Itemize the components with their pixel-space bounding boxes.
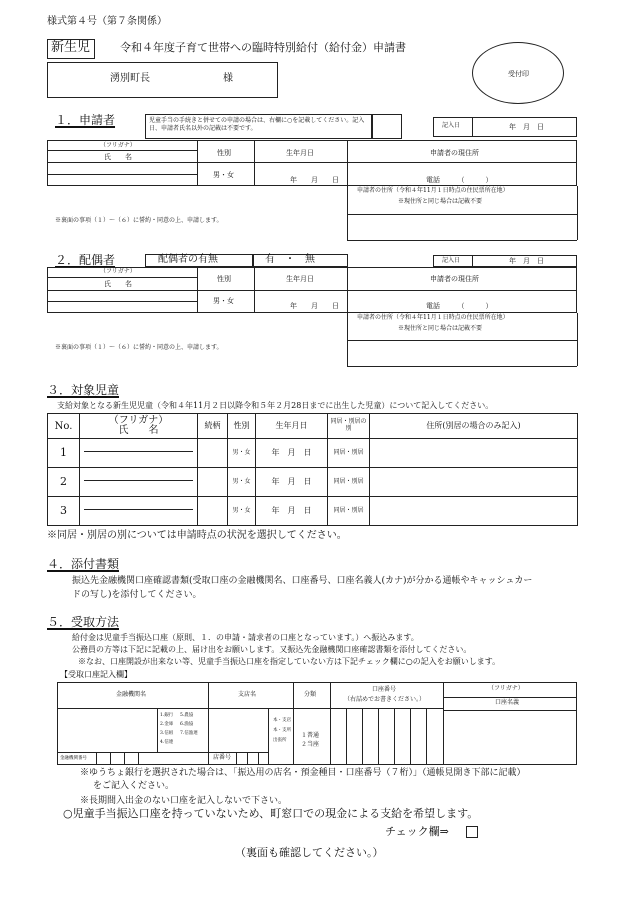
bank-type-6[interactable]: 6.漁協 [180,722,194,727]
spouse-presence-options[interactable]: 有 ・ 無 [253,254,348,267]
col-name: （フリガナ） 氏 名 [80,414,198,439]
no-deposit-note: ※長期間入出金のない口座を記入しないで下さい。 [80,796,288,806]
s2-birthdate-field[interactable]: 年 月 日 [290,302,339,310]
branch-code-field[interactable] [237,753,267,764]
branch-name-field[interactable] [209,709,267,751]
child-name-field[interactable] [80,439,198,468]
child-address-field[interactable] [370,468,578,497]
child-address-field[interactable] [370,439,578,468]
account-type-1[interactable]: １普通 [301,732,320,739]
child-relationship-field[interactable] [198,468,228,497]
s2-date-field[interactable]: 年 月 日 [472,255,577,267]
footer-note: （裏面も確認してください。） [235,846,384,859]
child-no: 1 [48,439,80,468]
section4-heading: ４．添付書類 [47,557,120,571]
col-relationship: 続柄 [198,414,228,439]
col-sex: 性別 [228,414,256,439]
section5-line3: ※なお、口座開設が出来ない等、児童手当振込口座を指定していない方は下記チェック欄に○の記入をお願いします。 [78,657,501,666]
child-sex-options[interactable]: 男・女 [228,439,256,468]
child-no: 2 [48,468,80,497]
col-birthdate: 生年月日 [256,414,328,439]
account-type-label: 分類 [304,691,317,698]
s2-sex-options[interactable]: 男・女 [213,297,234,305]
s1-sex-label: 性別 [217,149,231,157]
bank-name-field[interactable] [58,709,156,751]
spouse-presence-label-cell: 配偶者の有無 [145,254,253,267]
child-sex-options[interactable]: 男・女 [228,468,256,497]
s2-furigana-field[interactable] [48,291,196,301]
section5-line1: 給付金は児童手当振込口座（原則、１．の申請・請求者の口座となっています。）へ振込みます。 [72,633,419,642]
yucho-note-line1: ※ゆうちょ銀行を選択された場合は、「振込用の店名・預金種目・口座番号（７桁）」（通帳見開き下部に記載） [80,768,526,778]
child-birthdate-field[interactable]: 年 月 日 [256,439,328,468]
s1-same-address-note: ※現住所と同じ場合は記載不要 [398,198,483,205]
section4-text-line2: ドの写し)を添付してください。 [72,590,202,600]
child-relationship-field[interactable] [198,439,228,468]
s1-phone-field[interactable]: 電話 （ ） [426,176,493,184]
bank-type-3[interactable]: 3.信組 [160,731,174,736]
child-birthdate-field[interactable]: 年 月 日 [256,468,328,497]
s1-agreement: ※裏面の事項（１）～（６）に誓約・同意の上、申請します。 [55,217,223,224]
s1-furigana-field[interactable] [48,163,196,174]
child-cohabit-options[interactable]: 同居・別居 [328,497,370,526]
bank-code-label: 金融機関番号 [60,756,87,761]
table-row [48,497,578,526]
section5-line2: 公務員の方等は下記に記載の上、届け出をお願いします。又振込先金融機関口座確認書類を添付してください。 [72,645,472,654]
receipt-stamp-area: 受付印 [472,42,564,104]
section4-text-line1: 振込先金融機関口座確認書類(受取口座の金融機関名、口座番号、口座名義人(カナ)が分かる通帳やキャッシュカー [72,576,533,586]
bank-type-1[interactable]: 1.銀行 [160,713,174,718]
newborn-badge: 新生児 [47,39,95,59]
s2-name-field[interactable] [48,302,196,313]
addressee-box [47,62,278,98]
account-type-2[interactable]: ２当座 [301,741,320,748]
s2-address-label: 申請者の現住所 [430,275,479,283]
s2-sex-label: 性別 [217,275,231,283]
addressee: 湧別町長 [110,73,150,84]
form-number: 様式第４号（第７条関係） [47,16,167,27]
s2-name-label: 氏 名 [104,280,132,288]
s2-same-address-note: ※現住所と同じ場合は記載不要 [398,325,483,332]
bank-type-2[interactable]: 2.金庫 [160,722,174,727]
bank-box-title: 【受取口座記入欄】 [60,670,132,679]
s2-agreement: ※裏面の事項（１）～（６）に誓約・同意の上、申請します。 [55,344,223,351]
child-no: 3 [48,497,80,526]
s2-resident-address-label: 申請者の住所（令和４年11月１日時点の住民票所在地） [357,314,509,321]
child-address-field[interactable] [370,497,578,526]
cash-option: ○児童手当振込口座を持っていないため、町窓口での現金による支給を希望します。 [63,807,479,820]
s2-phone-field[interactable]: 電話 （ ） [426,302,493,310]
section3-intro: 支給対象となる新生児児童（令和４年11月２日以降令和５年２月28日までに出生した児童）について記入してください。 [57,401,494,410]
yucho-note-line2: をご記入ください。 [93,781,175,791]
s2-date-label-cell: 記入日 [433,255,473,267]
s2-furigana-label: （フリガナ） [100,268,136,275]
s2-resident-address-field[interactable] [348,341,576,365]
branch-type-1[interactable]: 本・支店 [273,718,291,723]
branch-type-3[interactable]: 出張所 [273,738,287,743]
section2-heading: ２．配偶者 [55,253,116,267]
child-cohabit-options[interactable]: 同居・別居 [328,468,370,497]
children-table [47,413,578,526]
account-name-field[interactable] [444,711,576,764]
branch-label: 支店名 [238,691,257,698]
s1-sex-options[interactable]: 男・女 [213,171,234,179]
cash-checkbox[interactable] [466,826,478,838]
s1-address-label: 申請者の現住所 [430,149,479,157]
section3-note: ※同居・別居の別については申請時点の状況を選択してください。 [47,530,347,541]
bank-type-4[interactable]: 4.信連 [160,740,174,745]
form-title: 令和４年度子育て世帯への臨時特別給付（給付金）申請書 [120,41,406,54]
section1-note-box: 児童手当の手続きと併せての申請の場合は、右欄に○を記載してください。記入日、申請者氏名以外の記載は不要です。 [145,114,372,139]
s1-resident-address-label: 申請者の住所（令和４年11月１日時点の住民票所在地） [357,187,509,194]
col-cohabit: 同居・別居の別 [328,414,370,439]
account-no-label: 口座番号 [372,686,397,693]
branch-type-2[interactable]: 本・支所 [273,728,291,733]
bank-name-label: 金融機関名 [116,691,147,698]
bank-type-5[interactable]: 5.農協 [180,713,194,718]
child-relationship-field[interactable] [198,497,228,526]
child-name-field[interactable] [80,497,198,526]
s1-birthdate-field[interactable]: 年 月 日 [290,176,339,184]
concurrent-check-cell[interactable] [372,114,402,139]
s2-birthdate-label: 生年月日 [286,275,314,283]
s1-birthdate-label: 生年月日 [286,149,314,157]
child-birthdate-field[interactable]: 年 月 日 [256,497,328,526]
s1-date-label-cell: 記入日 [433,117,473,137]
col-no: No. [48,414,80,439]
s1-furigana-label: （フリガナ） [100,142,136,149]
table-row [48,439,578,468]
check-label: チェック欄⇒ [385,825,449,838]
section5-heading: ５．受取方法 [47,615,120,629]
s1-date-field[interactable]: 年 月 日 [472,117,577,137]
bank-code-field[interactable] [97,753,207,764]
s1-name-label: 氏 名 [104,153,132,161]
table-row [48,468,578,497]
account-number-field[interactable] [331,709,442,764]
account-name-label: 口座名義 [495,699,520,706]
account-no-note: （右詰めでお書きください。） [344,696,426,703]
section1-heading: １．申請者 [55,113,116,127]
bank-type-7[interactable]: 7.信漁連 [180,731,198,736]
section3-heading: ３．対象児童 [47,383,120,397]
child-name-field[interactable] [80,468,198,497]
branch-code-label: 店番号 [213,754,232,761]
account-furigana-label: （フリガナ） [488,685,524,692]
s1-resident-address-field[interactable] [348,215,576,239]
child-cohabit-options[interactable]: 同居・別居 [328,439,370,468]
addressee-suffix: 様 [223,73,233,84]
children-table-header [48,414,578,439]
s1-name-field[interactable] [48,175,196,186]
col-address: 住所(別居の場合のみ記入) [370,414,578,439]
child-sex-options[interactable]: 男・女 [228,497,256,526]
